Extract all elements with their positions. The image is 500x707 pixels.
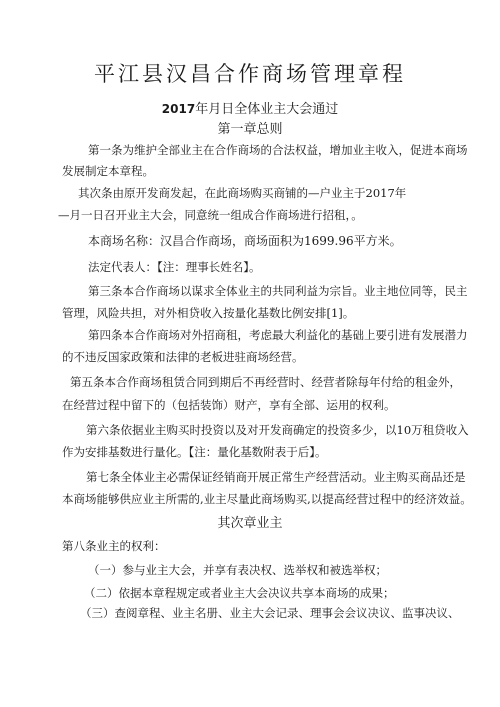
text-line: 本商场能够供应业主所需的,业主尽量此商场购买,以提高经营过程中的经济效益。 — [62, 492, 472, 506]
text-line: 在经营过程中留下的（包括装饰）财产，享有全部、运用的权利。 — [62, 398, 396, 412]
text-line: 作为安排基数进行量化。【注：量化基数附表于后】。 — [62, 445, 327, 459]
text-line: 本商场名称：汉昌合作商场，商场面积为1699.96平方米。 — [88, 234, 402, 248]
text-line: 其次条由原开发商发起，在此商场购买商铺的—户业主于2017年 — [78, 186, 407, 200]
text-line: 发展制定本章程。 — [62, 164, 154, 178]
text-line: 第三条本合作商场以谋求全体业主的共同利益为宗旨。业主地位同等，民主 — [88, 284, 468, 298]
subtitle-year: 2017 — [161, 102, 196, 116]
text-line: 第六条依据业主购买时投资以及对开发商确定的投资多少，以10万租贷收入 — [86, 423, 469, 437]
chapter-heading-2: 其次章业主 — [217, 516, 283, 531]
text-line: 第七条全体业主必需保证经销商开展正常生产经营活动。业主购买商品还是 — [86, 470, 466, 484]
document-title: 平江县汉昌合作商场管理章程 — [94, 62, 406, 86]
text-line: 的不违反国家政策和法律的老板进驻商场经营。 — [62, 350, 304, 364]
text-line: 管理，风险共担，对外相贷收入按量化基数比例安排[1]。 — [62, 306, 355, 320]
text-line: （二）依据本章程规定或者业主大会决议共享本商场的成果； — [84, 586, 395, 600]
text-line: （三）查阅章程、业主名册、业主大会记录、理事会会议决议、监事决议、 — [80, 606, 460, 620]
text-line: 法定代表人：【注：理事长姓名】。 — [88, 260, 261, 274]
chapter-heading-1: 第一章总则 — [217, 122, 283, 137]
text-line: （一）参与业主大会，并享有表决权、选举权和被选举权； — [88, 563, 387, 577]
document-subtitle — [0, 100, 500, 119]
text-line: 第四条本合作商场对外招商租，考虑最大利益化的基础上要引进有发展潜力 — [88, 328, 468, 342]
text-line: —月一日召开业主大会，同意统一组成合作商场进行招租，。 — [58, 208, 363, 222]
text-line: 第八条业主的权利： — [62, 539, 166, 553]
text-line: 第一条为维护全部业主在合作商场的合法权益，增加业主收入，促进本商场 — [88, 143, 468, 157]
subtitle-text: 年月日全体业主大会通过 — [195, 102, 339, 117]
text-line: 第五条本合作商场租赁合同到期后不再经营时、经营者除每年付给的租金外， — [70, 375, 461, 389]
